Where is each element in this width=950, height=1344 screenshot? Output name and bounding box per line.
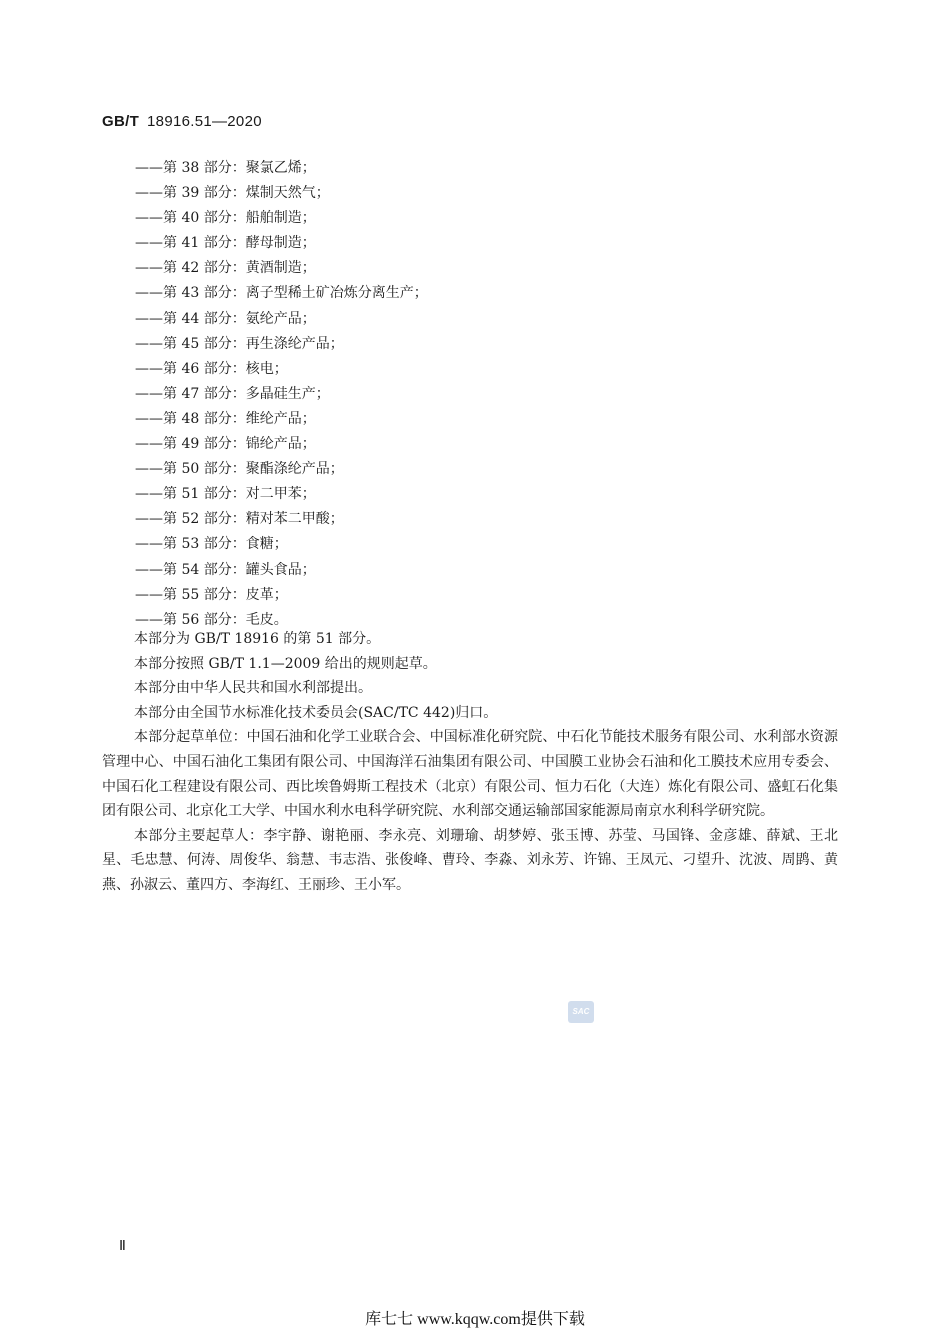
list-item: ——第 52 部分：精对苯二甲酸； (135, 511, 344, 528)
list-item: ——第 43 部分：离子型稀土矿冶炼分离生产； (135, 285, 428, 302)
list-item: ——第 54 部分：罐头食品； (135, 561, 316, 578)
list-item: ——第 53 部分：食糖； (135, 536, 288, 553)
list-item: ——第 38 部分：聚氯乙烯； (135, 160, 316, 176)
standard-code-header (102, 113, 262, 130)
drafting-rules-statement: 本部分按照 GB/T 1.1—2009 给出的规则起草。 (134, 655, 437, 672)
list-item: ——第 49 部分：锦纶产品； (135, 436, 316, 453)
list-item: ——第 44 部分：氨纶产品； (135, 310, 316, 327)
list-item: ——第 51 部分：对二甲苯； (135, 486, 316, 503)
standard-number: 18916.51—2020 (147, 113, 262, 130)
list-item: ——第 39 部分：煤制天然气； (135, 185, 330, 202)
drafting-units-paragraph: 本部分起草单位：中国石油和化学工业联合会、中国标准化研究院、中石化节能技术服务有限公司、水利部水资源管理中心、中国石油化工集团有限公司、中国海洋石油集团有限公司、中国膜工业协会石油和化工膜技术应用专委会、中国石化工程建设有限公司、西比埃鲁姆斯工程技术（北京）有限公司、恒力石化（大连）炼化有限公司、盛虹石化集团有限公司、北京化工大学、中国水利水电科学研究院、水利部交通运输部国家能源局南京水利科学研究院。 (102, 729, 838, 820)
parts-list (135, 156, 428, 633)
list-item: ——第 48 部分：维纶产品； (135, 410, 316, 427)
proposed-by-statement: 本部分由中华人民共和国水利部提出。 (134, 680, 372, 697)
part-of-statement: 本部分为 GB/T 18916 的第 51 部分。 (134, 631, 381, 647)
list-item: ——第 47 部分：多晶硅生产； (135, 385, 330, 402)
list-item: ——第 50 部分：聚酯涤纶产品； (135, 461, 344, 478)
standard-code: GB/T (102, 113, 140, 130)
list-item: ——第 55 部分：皮革； (135, 586, 288, 603)
drafters-paragraph: 本部分主要起草人：李宇静、谢艳丽、李永亮、刘珊瑜、胡梦婷、张玉博、苏莹、马国锋、金彦雄、薛斌、王北星、毛忠慧、何涛、周俊华、翁慧、韦志浩、张俊峰、曹玲、李淼、刘永芳、许锦、王凤元、刁望升、沈波、周鹍、黄燕、孙淑云、董四方、李海红、王丽珍、王小军。 (102, 827, 838, 893)
list-item: ——第 45 部分：再生涤纶产品； (135, 335, 344, 352)
page-number: Ⅱ (119, 1239, 126, 1254)
list-item: ——第 41 部分：酵母制造； (135, 235, 316, 252)
list-item: ——第 40 部分：船舶制造； (135, 210, 316, 227)
download-footer: 库七七 www.kqqw.com提供下载 (365, 1311, 585, 1328)
list-item: ——第 46 部分：核电； (135, 360, 288, 377)
administered-by-statement: 本部分由全国节水标准化技术委员会(SAC/TC 442)归口。 (134, 704, 498, 721)
foreword-body (102, 627, 838, 898)
sac-watermark-logo: SAC (568, 1001, 594, 1023)
list-item: ——第 42 部分：黄酒制造； (135, 260, 316, 277)
list-item: ——第 56 部分：毛皮。 (135, 611, 288, 628)
